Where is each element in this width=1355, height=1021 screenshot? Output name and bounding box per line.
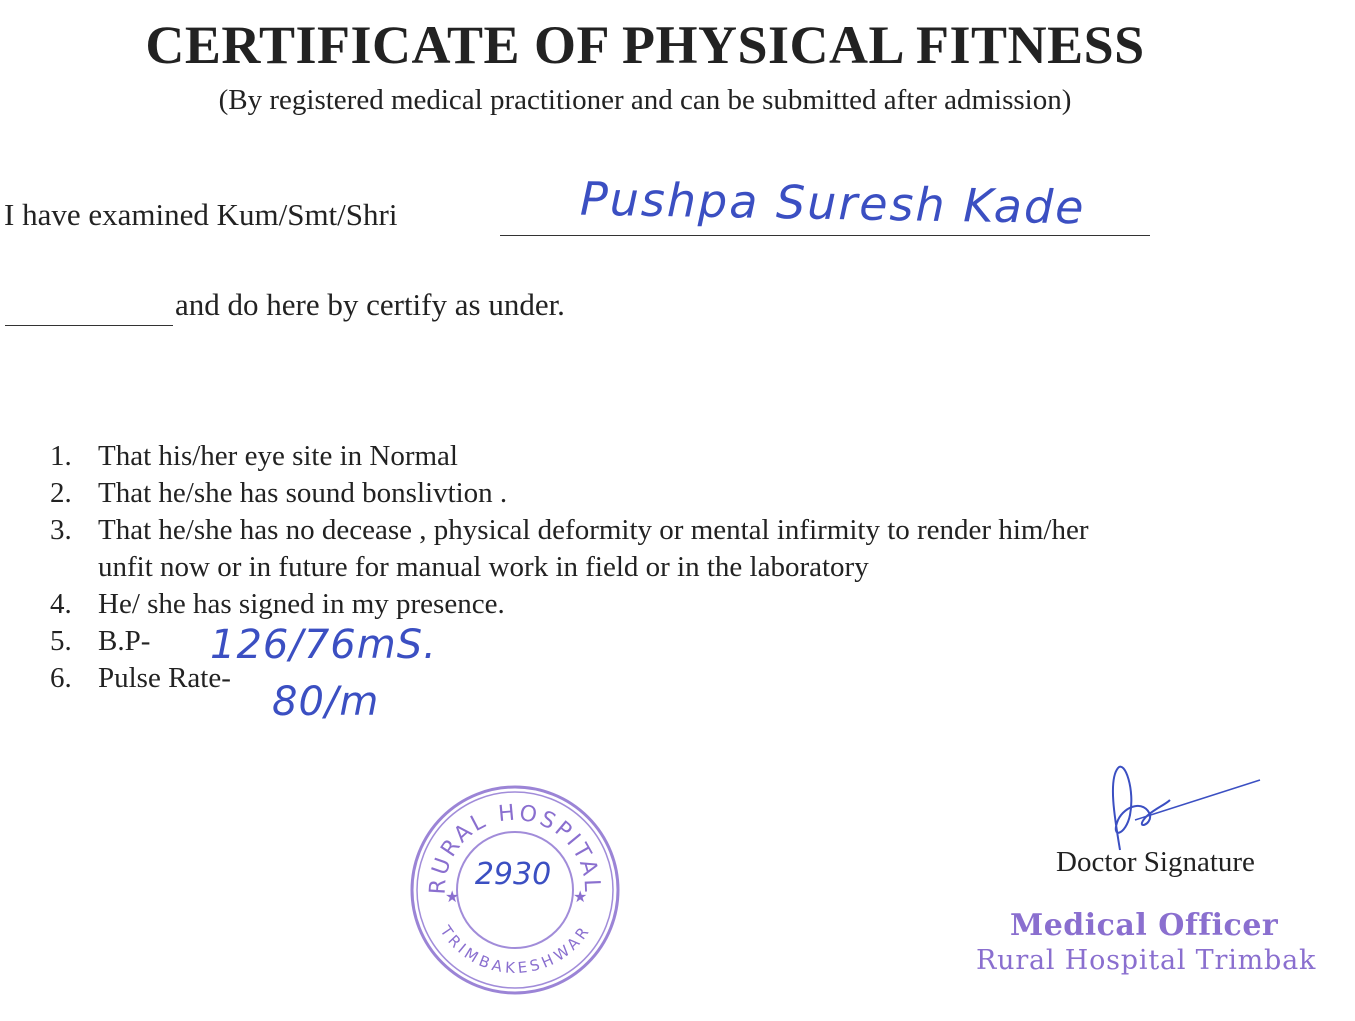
certify-line-text: and do here by certify as under. [175,287,565,322]
stamp-top-text: RURAL HOSPITAL [425,800,605,896]
handwritten-pulse: 80/m [272,679,380,725]
list-item-text: He/ she has signed in my presence. [98,588,505,620]
list-item-text: That he/she has no decease , physical deformity or mental infirmity to render him/her [98,514,1089,546]
medical-officer-stamp: Medical Officer [1010,908,1279,943]
handwritten-name: Pushpa Suresh Kade [579,171,1086,235]
list-item-number: 3. [50,514,72,546]
stamp-bottom-text: TRIMBAKESHWAR [436,922,594,978]
handwritten-bp: 126/76mS. [210,622,437,668]
certificate-subtitle: (By registered medical practitioner and can be submitted after admission) [218,84,1072,116]
name-underline [500,235,1150,236]
list-item-number: 4. [50,588,72,620]
list-item-number: 2. [50,477,72,509]
blank-underline [5,325,173,326]
certificate-title: CERTIFICATE OF PHYSICAL FITNESS [145,15,1145,75]
list-item-number: 5. [50,625,72,657]
hospital-name-stamp: Rural Hospital Trimbak [976,945,1317,976]
list-item-number: 1. [50,440,72,472]
rural-hospital-round-stamp [405,780,625,1000]
list-item-text: Pulse Rate- [98,662,231,694]
examined-line-text: I have examined Kum/Smt/Shri [4,197,398,232]
list-item-text: B.P- [98,625,151,657]
stamp-star-right: ★ [573,889,588,906]
list-item-text: That he/she has sound bonslivtion . [98,477,508,509]
list-item-text: unfit now or in future for manual work in field or in the laboratory [98,551,869,583]
stamp-handwritten-number: 2930 [474,857,552,892]
doctor-signature-label: Doctor Signature [1056,846,1255,878]
doctor-signature-scribble [1090,760,1270,860]
list-item-text: That his/her eye site in Normal [98,440,458,472]
stamp-star-left: ★ [445,889,460,906]
list-item-number: 6. [50,662,72,694]
